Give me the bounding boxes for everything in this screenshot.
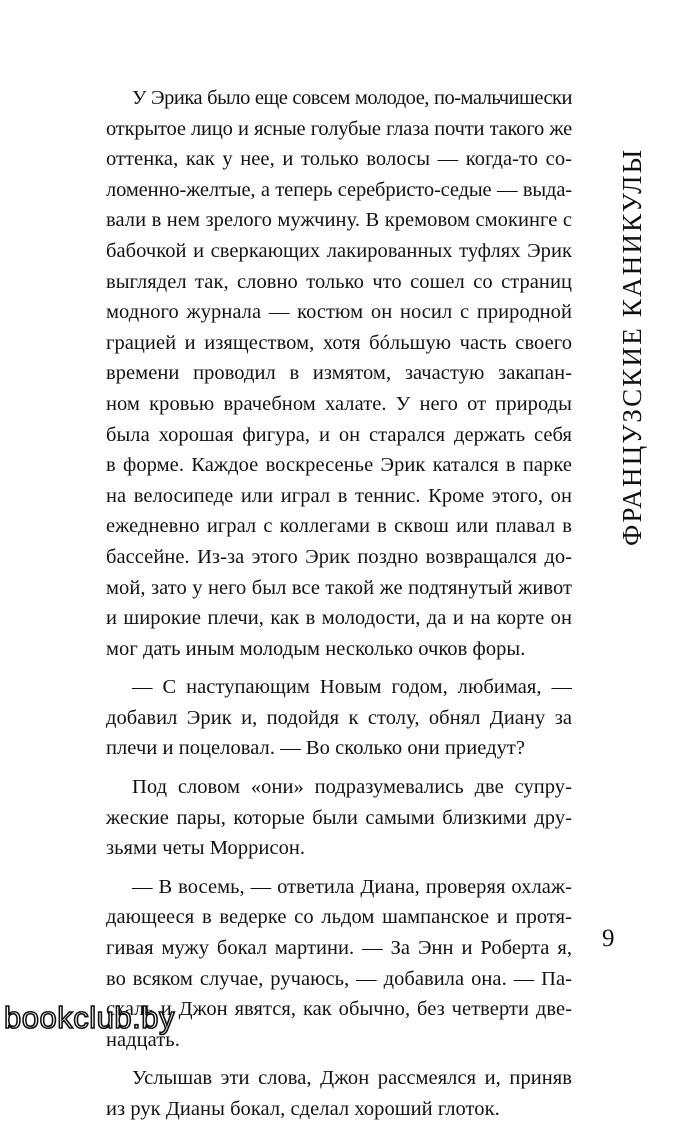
text-line: во всяком случае, ручаюсь, — добавила она. — Па- (106, 967, 572, 990)
text-line: — В восемь, — ответила Диана, проверяя охлаж- (132, 875, 572, 898)
text-line: У Эрика было еще совсем молодое, по-мальчишески (132, 87, 572, 109)
text-line: на велосипеде или играл в теннис. Кроме этого, он (106, 484, 572, 507)
text-line: ном кровью врачебном халате. У него от природы (106, 392, 572, 415)
text-line: мог дать иным молодым несколько очков форы. (106, 637, 526, 660)
text-line: надцать. (106, 1028, 180, 1051)
text-line: ломенно-желтые, а теперь серебристо-седые — выда- (106, 178, 572, 201)
text-line: выглядел так, словно только что сошел со страниц (106, 270, 572, 293)
text-line: времени проводил в измятом, зачастую закапан- (106, 362, 572, 385)
text-line: Услышав эти слова, Джон рассмеялся и, приняв (132, 1067, 572, 1090)
text-line: бассейне. Из-за этого Эрик поздно возвращался до- (106, 545, 572, 568)
text-line: зьями четы Моррисон. (106, 837, 306, 860)
running-head-title: ФРАНЦУЗСКИЕ КАНИКУЛЫ (617, 147, 647, 546)
watermark-logo: bookclub.by (4, 1000, 175, 1035)
paragraph-gap (106, 1055, 572, 1063)
paragraph-gap (106, 764, 572, 772)
text-line: модного журнала — костюм он носил с природной (106, 301, 572, 324)
paragraph (106, 772, 572, 864)
paragraph-gap (106, 664, 572, 672)
text-line: добавил Эрик и, подойдя к столу, обнял Диану за (106, 706, 572, 729)
text-line: открытое лицо и ясные голубые глаза почти такого же (106, 117, 572, 140)
text-line: плечи и поцеловал. — Во сколько они приедут? (106, 737, 526, 760)
text-line: — С наступающим Новым годом, любимая, — (132, 676, 572, 699)
paragraph (106, 672, 572, 764)
text-line: жеские пары, которые были самыми близкими дру- (106, 806, 572, 829)
text-line: гивая мужу бокал мартини. — За Энн и Роберта я, (106, 937, 572, 960)
text-line: дающееся в ведерке со льдом шампанское и протя- (106, 906, 572, 929)
running-head (616, 86, 656, 546)
text-line: оттенка, как у нее, и только волосы — когда-то со- (106, 148, 572, 171)
text-line: была хорошая фигура, и он старался держать себя (106, 423, 572, 446)
text-line: и широкие плечи, как в молодости, да и на корте он (106, 607, 572, 630)
paragraph (106, 83, 572, 664)
text-line: скаль и Джон явятся, как обычно, без четверти две- (106, 998, 572, 1021)
paragraph (106, 872, 572, 1056)
text-line: мой, зато у него был все такой же подтянутый живот (106, 576, 572, 599)
text-line: грацией и изяществом, хотя бóльшую часть своего (106, 331, 572, 354)
page-number: 9 (602, 925, 615, 952)
text-line: бабочкой и сверкающих лакированных туфлях Эрик (106, 239, 572, 262)
text-line: вали в нем зрелого мужчину. В кремовом смокинге с (106, 209, 572, 232)
text-line: в форме. Каждое воскресенье Эрик катался в парке (106, 454, 572, 477)
text-line: ежедневно играл с коллегами в сквош или плавал в (106, 515, 572, 538)
text-line: из рук Дианы бокал, сделал хороший глоток. (106, 1098, 500, 1120)
paragraph (106, 1063, 572, 1124)
text-line: Под словом «они» подразумевались две супру- (132, 776, 572, 799)
paragraph-gap (106, 864, 572, 872)
body-text (106, 83, 572, 1125)
